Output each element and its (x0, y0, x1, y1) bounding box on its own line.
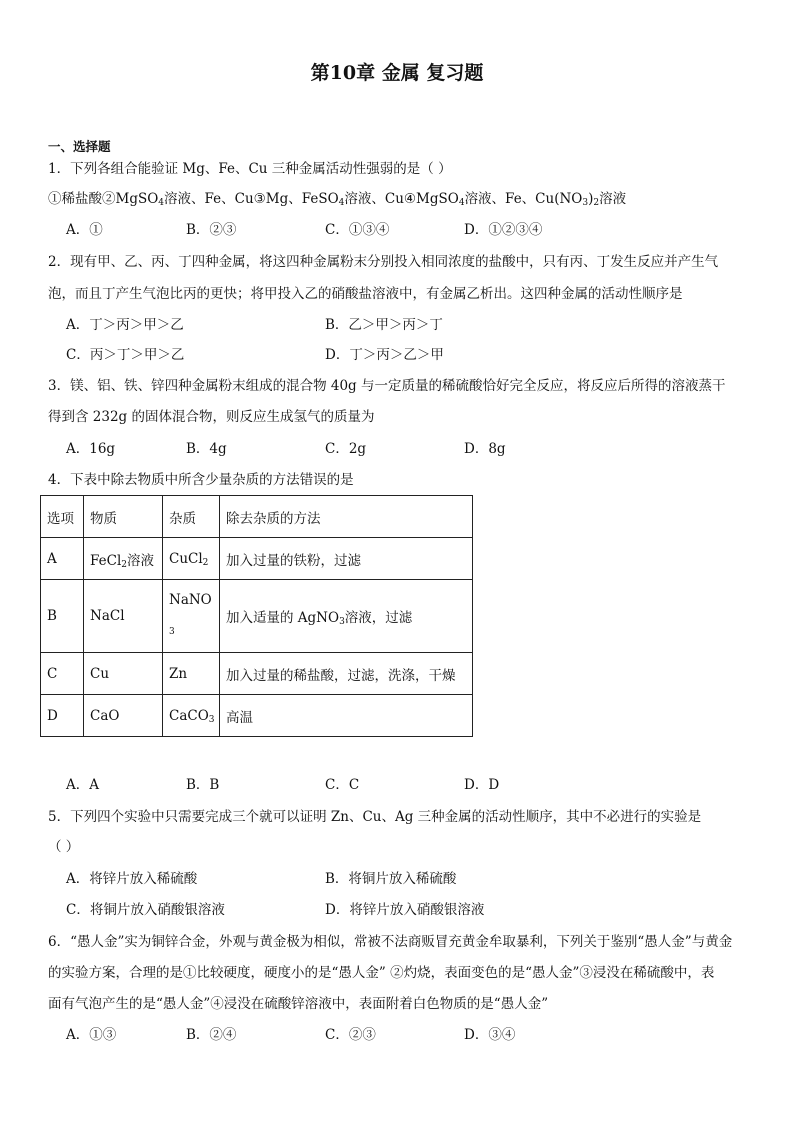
q1-combo-part: 溶液、Fe、Cu(NO (464, 191, 583, 207)
formula-text: CuCl (169, 550, 203, 567)
table-cell-impurity (163, 580, 220, 653)
table-cell-impurity (163, 538, 220, 580)
question-1-combos (48, 190, 626, 208)
question-6-line-3: 面有气泡产生的是“愚人金”④浸没在硫酸锌溶液中，表面附着白色物质的是“愚人金” (48, 996, 549, 1012)
q4-option-a[interactable]: A．A (66, 777, 99, 793)
table-row (41, 653, 473, 695)
table-cell-impurity (163, 695, 220, 737)
q6-option-b[interactable]: B．②④ (186, 1027, 237, 1043)
table-header-cell: 杂质 (163, 496, 220, 538)
table-cell-method: 加入过量的稀盐酸，过滤，洗涤，干燥 (220, 653, 473, 695)
q5-option-d[interactable]: D．将锌片放入硝酸银溶液 (325, 902, 485, 918)
q2-option-a[interactable]: A．丁＞丙＞甲＞乙 (66, 317, 184, 333)
table-row (41, 538, 473, 580)
formula-text: CaCO (169, 707, 209, 724)
q6-option-a[interactable]: A．①③ (66, 1027, 117, 1043)
table-cell-option: A (41, 538, 84, 580)
q1-combo-part: ①稀盐酸②MgSO (48, 191, 159, 207)
q3-option-d[interactable]: D．8g (464, 441, 506, 457)
formula-text: 溶液，过滤 (344, 610, 413, 626)
q5-option-a[interactable]: A．将锌片放入稀硫酸 (66, 871, 198, 887)
formula-text: FeCl (90, 552, 122, 569)
table-cell-option: B (41, 580, 84, 653)
question-4-stem: 4．下表中除去物质中所含少量杂质的方法错误的是 (48, 472, 354, 488)
table-cell-substance: CaO (84, 695, 163, 737)
q1-option-b[interactable]: B．②③ (186, 222, 237, 238)
subscript: 2 (202, 557, 209, 568)
q5-option-c[interactable]: C．将铜片放入硝酸银溶液 (66, 902, 225, 918)
q4-option-c[interactable]: C．C (325, 777, 360, 793)
question-2-line-2: 泡，而且丁产生气泡比丙的更快；将甲投入乙的硝酸盐溶液中，有金属乙析出。这四种金属的活动性顺序是 (48, 286, 683, 302)
impurity-table (40, 495, 473, 737)
q4-option-d[interactable]: D．D (464, 777, 500, 793)
subscript: 2 (593, 198, 600, 208)
subscript: 3 (169, 627, 175, 637)
subscript: 3 (582, 198, 589, 208)
subscript: 4 (458, 198, 465, 208)
formula-text: 溶液 (127, 552, 154, 569)
subscript: 3 (339, 617, 345, 627)
q3-option-a[interactable]: A．16g (66, 441, 116, 457)
table-header-cell: 选项 (41, 496, 84, 538)
table-header-cell: 除去杂质的方法 (220, 496, 473, 538)
section-heading: 一、选择题 (48, 139, 111, 154)
q1-combo-part: 溶液、Cu④MgSO (344, 191, 459, 207)
table-cell-option: D (41, 695, 84, 737)
question-5-line-1: 5．下列四个实验中只需要完成三个就可以证明 Zn、Cu、Ag 三种金属的活动性顺序，其中不必进行的实验是 (48, 809, 702, 825)
q6-option-c[interactable]: C．②③ (325, 1027, 376, 1043)
table-row (41, 695, 473, 737)
question-1-stem: 1．下列各组合能验证 Mg、Fe、Cu 三种金属活动性强弱的是（ ） (48, 161, 452, 177)
table-cell-substance (84, 538, 163, 580)
table-row (41, 580, 473, 653)
subscript: 4 (338, 198, 345, 208)
subscript: 3 (208, 714, 215, 725)
q5-option-b[interactable]: B．将铜片放入稀硫酸 (325, 871, 457, 887)
q2-option-c[interactable]: C．丙＞丁＞甲＞乙 (66, 347, 185, 363)
question-6-line-1: 6．“愚人金”实为铜锌合金，外观与黄金极为相似，常被不法商贩冒充黄金牟取暴利，下列关于鉴别“愚人金”与黄金 (48, 934, 733, 950)
q2-option-d[interactable]: D．丁＞丙＞乙＞甲 (325, 347, 444, 363)
q1-combo-part: 溶液 (599, 191, 627, 207)
q1-combo-part: 溶液、Fe、Cu③Mg、FeSO (164, 191, 339, 207)
q1-option-a[interactable]: A．① (66, 222, 103, 238)
table-cell-option: C (41, 653, 84, 695)
page-title: 第10章 金属 复习题 (310, 62, 484, 84)
table-cell-method: 加入过量的铁粉，过滤 (220, 538, 473, 580)
question-6-line-2: 的实验方案，合理的是①比较硬度，硬度小的是“愚人金” ②灼烧，表面变色的是“愚人金”③浸没在稀硫酸中，表 (48, 965, 715, 981)
table-cell-method: 高温 (220, 695, 473, 737)
formula-text: 加入适量的 AgNO (226, 610, 340, 626)
table-cell-substance: Cu (84, 653, 163, 695)
q1-combo-part: ) (588, 191, 594, 207)
question-5-line-2: （ ） (48, 839, 80, 855)
q3-option-b[interactable]: B．4g (186, 441, 227, 457)
q1-option-d[interactable]: D．①②③④ (464, 222, 543, 238)
question-3-line-2: 得到含 232g 的固体混合物，则反应生成氢气的质量为 (48, 409, 375, 425)
formula-text: NaNO (169, 592, 212, 608)
table-header-cell: 物质 (84, 496, 163, 538)
q2-option-b[interactable]: B．乙＞甲＞丙＞丁 (325, 317, 443, 333)
table-cell-method (220, 580, 473, 653)
q1-option-c[interactable]: C．①③④ (325, 222, 390, 238)
table-header-row (41, 496, 473, 538)
question-3-line-1: 3．镁、铝、铁、锌四种金属粉末组成的混合物 40g 与一定质量的稀硫酸恰好完全反应，将反应后所得的溶液蒸干 (48, 378, 726, 394)
question-2-line-1: 2．现有甲、乙、丙、丁四种金属，将这四种金属粉末分别投入相同浓度的盐酸中，只有丙、丁发生反应并产生气 (48, 254, 719, 270)
table-cell-impurity: Zn (163, 653, 220, 695)
q4-option-b[interactable]: B．B (186, 777, 220, 793)
q6-option-d[interactable]: D．③④ (464, 1027, 516, 1043)
q3-option-c[interactable]: C．2g (325, 441, 367, 457)
subscript: 4 (158, 198, 165, 208)
subscript: 2 (121, 559, 127, 570)
table-cell-substance: NaCl (84, 580, 163, 653)
